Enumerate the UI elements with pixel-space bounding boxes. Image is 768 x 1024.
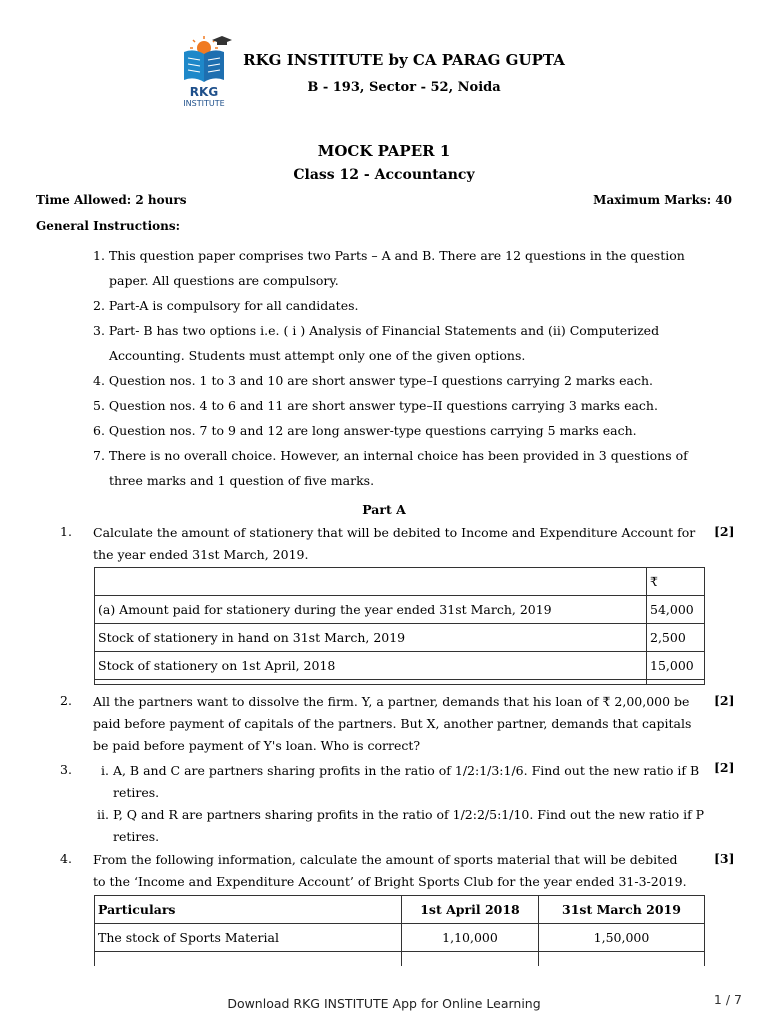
footer-text: Download RKG INSTITUTE App for Online Learning [227,996,541,1011]
part-a-heading: Part A [362,502,406,517]
institute-name: RKG INSTITUTE by CA PARAG GUPTA [243,51,565,69]
question-number: 3. [60,762,72,777]
instruction-list [93,243,708,493]
question-3-text: i. A, B and C are partners sharing profits in the ratio of 1/2:1/3:1/6. Find out the new ratio if B retires. ii. P, Q and R are partners sharing profits in the ratio of 1/2:2/5:1/10. Find out the new ratio if P retires. [97,763,705,844]
table-row: The stock of Sports Material 1,10,000 1,50,000 [95,924,705,952]
instruction-item: 4. Question nos. 1 to 3 and 10 are short answer type–I questions carrying 2 marks each. [93,373,654,388]
table-row [95,568,705,596]
table-row [95,680,705,685]
instructions-heading: General Instructions: [36,219,181,233]
instruction-item: 7. There is no overall choice. However, an internal choice has been provided in 3 questions of three marks and 1 question of five marks. [93,448,688,488]
question-marks: [3] [714,851,735,866]
instruction-item: 2. Part-A is compulsory for all candidates. [93,298,359,313]
table-row: (a) Amount paid for stationery during the year ended 31st March, 2019 54,000 [95,596,705,624]
instruction-item: 1. This question paper comprises two Parts – A and B. There are 12 questions in the question paper. All questions are compulsory. [93,248,685,288]
currency-header: ₹ [647,568,705,596]
instruction-item: 6. Question nos. 7 to 9 and 12 are long answer-type questions carrying 5 marks each. [93,423,637,438]
question-2-text: All the partners want to dissolve the firm. Y, a partner, demands that his loan of ₹ 2,00,000 be paid before payment of capitals of the partners. But X, another partner, demands that capitals be paid before payment of Y's loan. Who is correct? [93,694,692,753]
logo-text: RKG [189,85,219,99]
stationery-table [94,567,705,685]
question-marks: [2] [714,693,735,708]
question-4-text: From the following information, calculate the amount of sports material that will be debited to the ‘Income and Expenditure Account’ of Bright Sports Club for the year ended 31-3-2019. [93,852,687,889]
instruction-item: 3. Part- B has two options i.e. ( i ) Analysis of Financial Statements and (ii) Computerized Accounting. Students must attempt only one of the given options. [93,323,660,363]
question-number: 4. [60,851,72,866]
institute-logo [178,36,232,114]
table-row [95,952,705,967]
maximum-marks: Maximum Marks: 40 [593,193,732,207]
instruction-item: 5. Question nos. 4 to 6 and 11 are short answer type–II questions carrying 3 marks each. [93,398,658,413]
logo-subtext: INSTITUTE [183,99,225,108]
table-header-row: Particulars 1st April 2018 31st March 2019 [95,896,705,924]
paper-title: MOCK PAPER 1 [317,142,451,160]
sports-material-table [94,895,705,966]
question-marks: [2] [714,524,735,539]
graduation-cap-icon [212,36,232,45]
page-number: 1 / 7 [713,992,742,1007]
question-1-text: Calculate the amount of stationery that will be debited to Income and Expenditure Account for the year ended 31st March, 2019. [93,525,696,562]
question-number: 1. [60,524,72,539]
table-row: Stock of stationery on 1st April, 2018 15,000 [95,652,705,680]
time-allowed: Time Allowed: 2 hours [36,193,187,207]
paper-subtitle: Class 12 - Accountancy [293,167,475,183]
table-row: Stock of stationery in hand on 31st March, 2019 2,500 [95,624,705,652]
institute-address: B - 193, Sector - 52, Noida [307,80,501,95]
question-number: 2. [60,693,72,708]
question-marks: [2] [714,760,735,775]
